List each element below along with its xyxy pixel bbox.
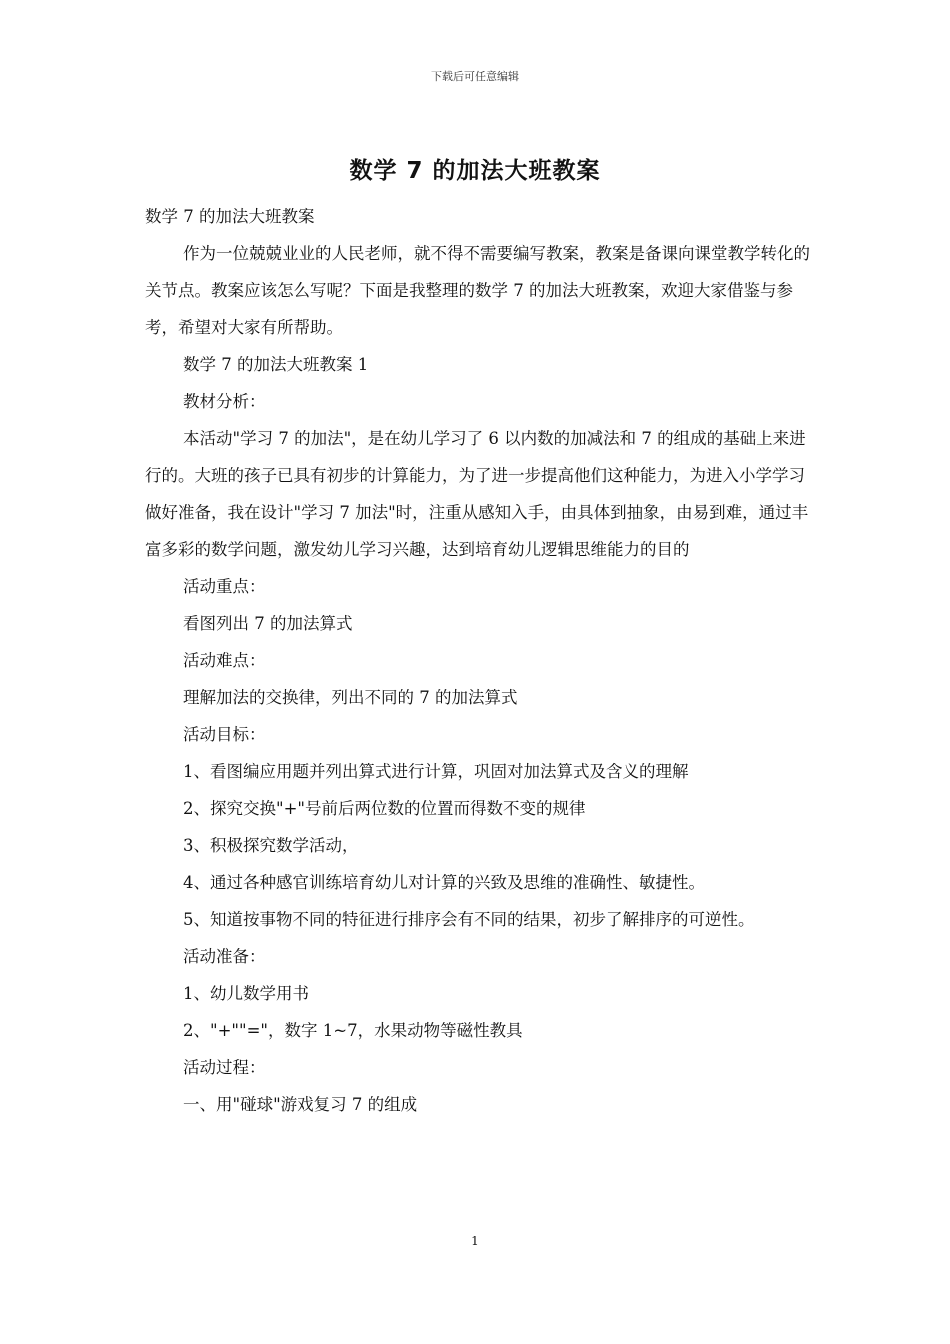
paragraph: 数学 7 的加法大班教案 1 [183,355,369,374]
section-heading: 活动难点： [183,651,266,670]
section-heading: 教材分析： [183,392,266,411]
list-item: 2、"+""="，数字 1~7，水果动物等磁性教具 [183,1021,523,1040]
list-item: 2、探究交换"+"号前后两位数的位置而得数不变的规律 [183,799,586,818]
list-item: 1、幼儿数学用书 [183,984,309,1003]
paragraph: 作为一位兢兢业业的人民老师，就不得不需要编写教案，教案是备课向课堂教学转化的关节点。教案应该怎么写呢？下面是我整理的数学 7 的加法大班教案，欢迎大家借鉴与参考，希望对大家有所帮助。 [145,244,810,337]
paragraph: 本活动"学习 7 的加法"，是在幼儿学习了 6 以内数的加减法和 7 的组成的基础上来进行的。大班的孩子已具有初步的计算能力，为了进一步提高他们这种能力，为进入小学学习做好准备，我在设计"学习 7 加法"时，注重从感知入手，由具体到抽象，由易到难，通过丰富多彩的数学问题，激发幼儿学习兴趣，达到培育幼儿逻辑思维能力的目的 [145,429,809,559]
paragraph: 看图列出 7 的加法算式 [183,614,353,633]
document-title: 数学 7 的加法大班教案 [349,158,601,184]
list-item: 1、看图编应用题并列出算式进行计算，巩固对加法算式及含义的理解 [183,762,689,781]
section-heading: 活动重点： [183,577,266,596]
section-heading: 活动目标： [183,725,266,744]
list-item: 一、用"碰球"游戏复习 7 的组成 [183,1095,418,1114]
section-heading: 活动过程： [183,1058,266,1077]
section-heading: 活动准备： [183,947,266,966]
list-item: 4、通过各种感官训练培育幼儿对计算的兴致及思维的准确性、敏捷性。 [183,873,705,892]
list-item: 3、积极探究数学活动， [183,836,359,855]
document-body [145,198,817,1123]
paragraph: 数学 7 的加法大班教案 [145,207,315,226]
page-number: 1 [471,1234,479,1248]
paragraph: 理解加法的交换律，列出不同的 7 的加法算式 [183,688,518,707]
list-item: 5、知道按事物不同的特征进行排序会有不同的结果，初步了解排序的可逆性。 [183,910,755,929]
header-note: 下载后可任意编辑 [431,70,519,83]
